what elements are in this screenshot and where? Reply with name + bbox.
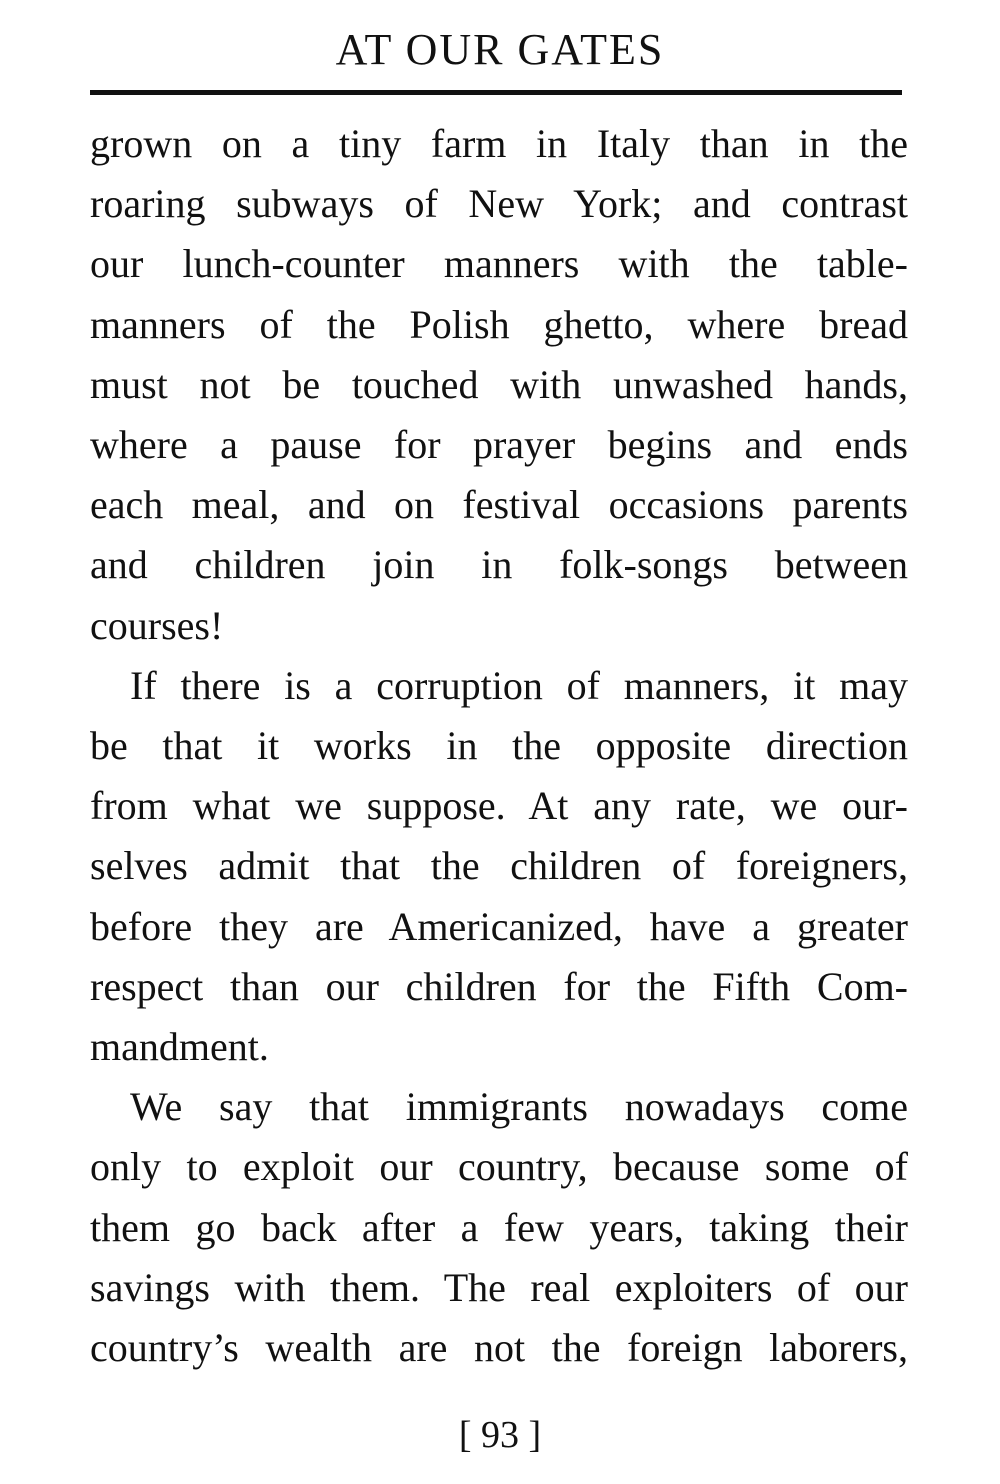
text-line: manners of the Polish ghetto, where bread: [90, 301, 908, 347]
text-line: grown on a tiny farm in Italy than in the: [90, 121, 908, 166]
text-line: roaring subways of New York; and contrast: [90, 181, 908, 227]
text-line: where a pause for prayer begins and ends: [90, 422, 908, 468]
text-line: our lunch-counter manners with the table-: [90, 241, 908, 287]
text-line: must not be touched with unwashed hands,: [90, 361, 908, 407]
text-line: mandment.: [90, 1024, 269, 1070]
text-line: country’s wealth are not the foreign laborers,: [90, 1325, 908, 1371]
running-head-title: AT OUR GATES: [335, 25, 665, 74]
text-line: If there is a corruption of manners, it may: [130, 662, 908, 708]
text-line: each meal, and on festival occasions parents: [90, 482, 908, 528]
text-line: We say that immigrants nowadays come: [130, 1084, 908, 1130]
paragraph-3: [90, 1077, 908, 1378]
text-line: courses!: [90, 602, 224, 648]
paragraph-2: [90, 656, 908, 1077]
body-text: [90, 114, 908, 1378]
text-line: from what we suppose. At any rate, we our-: [90, 783, 908, 829]
text-line: be that it works in the opposite direction: [90, 723, 908, 769]
text-line: before they are Americanized, have a greater: [90, 903, 908, 949]
text-line: and children join in folk-songs between: [90, 542, 908, 588]
page-number: [ 93 ]: [458, 1414, 542, 1456]
text-line: selves admit that the children of foreigners,: [90, 843, 908, 889]
text-line: savings with them. The real exploiters of our: [90, 1264, 908, 1310]
header-rule: [90, 90, 902, 95]
text-line: only to exploit our country, because some of: [90, 1144, 908, 1190]
text-line: them go back after a few years, taking their: [90, 1204, 908, 1250]
paragraph-1: [90, 114, 908, 656]
text-line: respect than our children for the Fifth Com-: [90, 963, 908, 1009]
